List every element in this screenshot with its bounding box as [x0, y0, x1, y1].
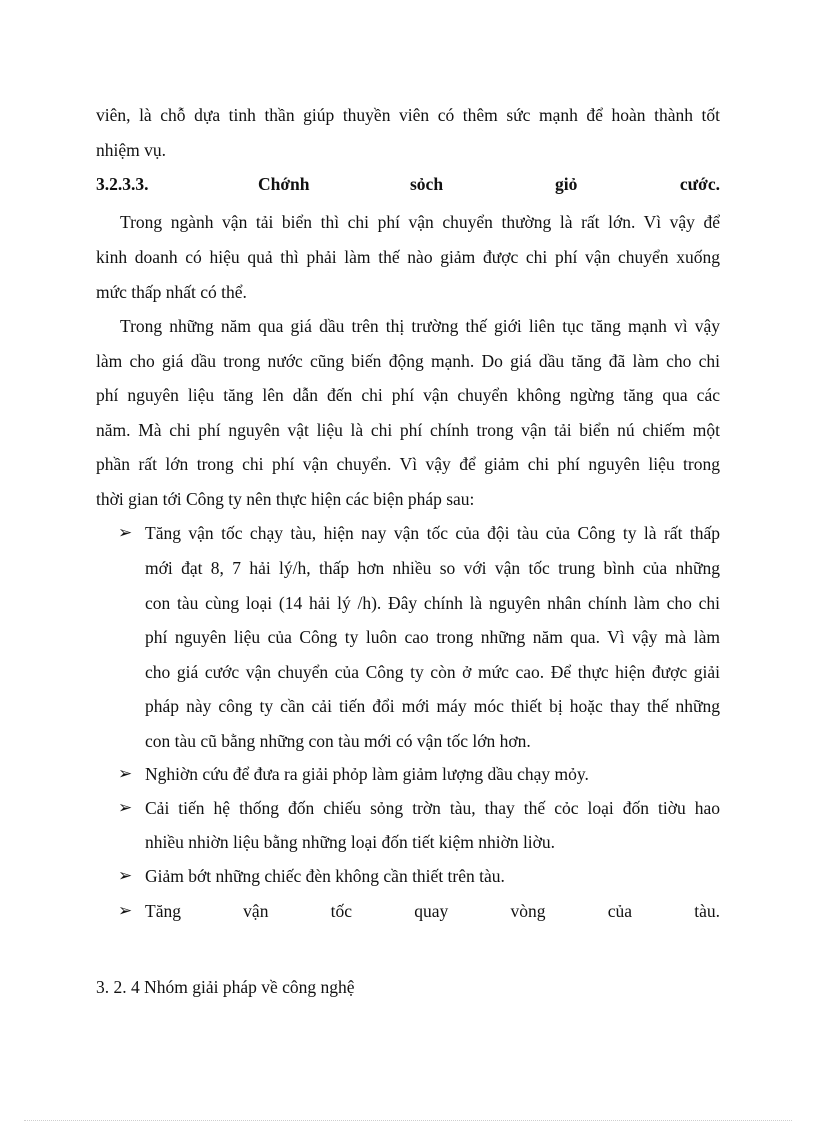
- bullet-line: Tăng vận tốc chạy tàu, hiện nay vận tốc của đội tàu của Công ty là rất thấp: [145, 523, 720, 543]
- bullet-line: mới đạt 8, 7 hải lý/h, thấp hơn nhiều so với vận tốc trung bình của những: [145, 558, 720, 578]
- arrow-bullet-icon: ➢: [118, 798, 133, 817]
- heading-number: 3.2.3.3.: [96, 174, 149, 194]
- arrow-bullet-icon: ➢: [118, 764, 133, 783]
- arrow-bullet-icon: ➢: [118, 523, 133, 542]
- bullet-line: Giảm bớt những chiếc đèn không cần thiết trên tàu.: [145, 866, 505, 886]
- section-title: 3. 2. 4 Nhóm giải pháp về công nghệ: [96, 977, 355, 997]
- paragraph-line: viên, là chỗ dựa tinh thần giúp thuyền viên có thêm sức mạnh để hoàn thành tốt: [96, 105, 720, 125]
- paragraph-line: Trong ngành vận tải biển thì chi phí vận chuyển thường là rất lớn. Vì vậy để: [120, 212, 720, 232]
- bullet-line: con tàu cũ bằng những con tàu mới có vận tốc lớn hơn.: [145, 731, 531, 751]
- bullet-line: Nghiờn cứu để đưa ra giải phỏp làm giảm lượng dầu chạy mỏy.: [145, 764, 589, 784]
- paragraph-line: nhiệm vụ.: [96, 140, 166, 160]
- bullet-line: Cải tiến hệ thống đốn chiếu sỏng trờn tàu, thay thế cỏc loại đốn tiờu hao: [145, 798, 720, 818]
- paragraph-line: làm cho giá dầu trong nước cũng biến động mạnh. Do giá dầu tăng đã làm cho chi: [96, 351, 720, 371]
- arrow-bullet-icon: ➢: [118, 866, 133, 885]
- bullet-line: con tàu cùng loại (14 hải lý /h). Đây chính là nguyên nhân chính làm cho chi: [145, 593, 720, 613]
- paragraph-line: phần rất lớn trong chi phí vận chuyển. Vì vậy để giảm chi phí nguyên liệu trong: [96, 454, 720, 474]
- bullet-line: phí nguyên liệu của Công ty luôn cao trong những năm qua. Vì vậy mà làm: [145, 627, 720, 647]
- heading-word: giỏ: [555, 174, 578, 194]
- paragraph-line: năm. Mà chi phí nguyên vật liệu là chi phí chính trong vận tải biển nú chiếm một: [96, 420, 720, 440]
- bullet-line: pháp này công ty cần cải tiến đổi mới máy móc thiết bị hoặc thay thế những: [145, 696, 720, 716]
- heading-word: cước.: [679, 174, 720, 194]
- paragraph-line: thời gian tới Công ty nên thực hiện các biện pháp sau:: [96, 489, 475, 509]
- page-bottom-rule: [24, 1120, 792, 1121]
- paragraph-line: kinh doanh có hiệu quả thì phải làm thế nào giảm được chi phí vận chuyển xuống: [96, 247, 720, 267]
- bullet-line: cho giá cước vận chuyển của Công ty còn ở mức cao. Để thực hiện được giải: [145, 662, 720, 682]
- bullet-line: Tăng vận tốc quay vòng của tàu.: [145, 901, 720, 921]
- heading-word: sỏch: [410, 174, 444, 194]
- paragraph-line: mức thấp nhất có thể.: [96, 282, 247, 302]
- paragraph-line: Trong những năm qua giá dầu trên thị trường thế giới liên tục tăng mạnh vì vậy: [120, 316, 720, 336]
- bullet-line: nhiều nhiờn liệu bằng những loại đốn tiết kiệm nhiờn liờu.: [145, 832, 556, 852]
- heading-word: Chớnh: [258, 174, 310, 194]
- paragraph-line: phí nguyên liệu tăng lên dẫn đến chi phí vận chuyển không ngừng tăng qua các: [96, 385, 720, 405]
- arrow-bullet-icon: ➢: [118, 901, 133, 920]
